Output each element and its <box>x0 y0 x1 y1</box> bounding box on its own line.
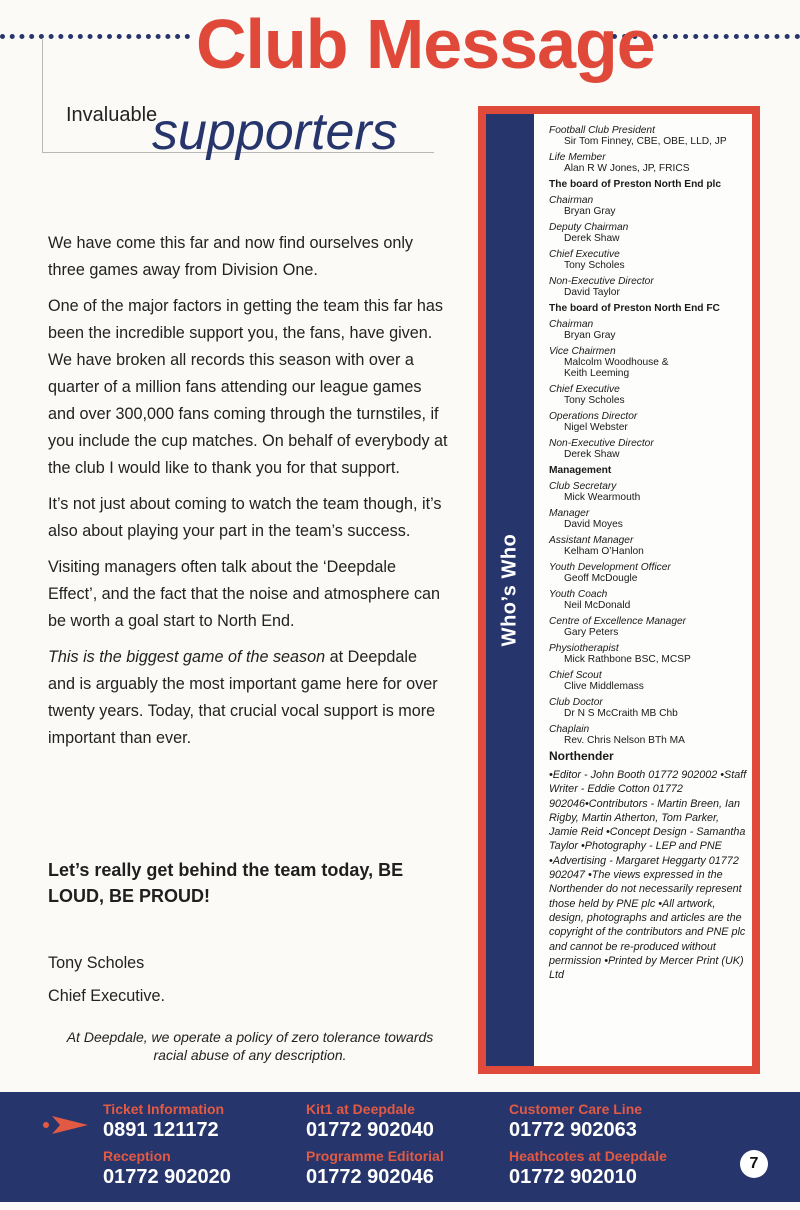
role-title: Centre of Excellence Manager <box>549 616 687 627</box>
contact-heathcotes <box>509 1148 667 1189</box>
list-item <box>549 438 749 460</box>
list-item <box>549 346 749 379</box>
northender-credits: •Editor - John Booth 01772 902002 •Staff Writer - Eddie Cotton 01772 902046•Contributors - Martin Breen, Ian Rigby, Martin Atherton, Tom Parker, Jamie Reid •Concept Design - Samantha Taylor •Photography - LEP and PNE •Advertising - Margaret Heggarty 01772 902047 •The views expressed in the Northender do not necessarily represent those held by PNE plc •All artwork, design, photographs and articles are the copyright of the contributors and PNE plc and cannot be re-produced without permission •Printed by Mercer Print (UK) Ltd <box>549 769 747 982</box>
person-name: Derek Shaw <box>564 233 620 244</box>
article-paragraph-rest: at Deepdale and is arguably the most important game here for over twenty years. Today, that crucial vocal support is more important than ever. <box>48 648 438 747</box>
person-name: Derek Shaw <box>564 449 620 460</box>
role-title: Chief Executive <box>549 384 620 395</box>
list-item <box>549 125 749 147</box>
contact-label: Customer Care Line <box>509 1101 643 1117</box>
policy-note: At Deepdale, we operate a policy of zero tolerance towards racial abuse of any description. <box>66 1029 434 1063</box>
person-name: Clive Middlemass <box>564 681 644 692</box>
role-title: Vice Chairmen <box>549 346 616 357</box>
person-name: Nigel Webster <box>564 422 628 433</box>
signature-name: Tony Scholes <box>48 954 145 972</box>
contact-number: 0891 121172 <box>103 1119 219 1141</box>
list-item <box>549 411 749 433</box>
contact-label: Heathcotes at Deepdale <box>509 1148 667 1164</box>
role-title: Chief Scout <box>549 670 602 681</box>
person-name: David Moyes <box>564 519 623 530</box>
list-item <box>549 670 749 692</box>
list-item <box>549 319 749 341</box>
signature <box>48 950 165 1010</box>
person-name: Rev. Chris Nelson BTh MA <box>564 735 685 746</box>
person-name: Dr N S McCraith MB Chb <box>564 708 678 719</box>
list-item <box>549 195 749 217</box>
plc-board-heading: The board of Preston North End plc <box>549 179 722 190</box>
role-title: Manager <box>549 508 590 519</box>
contact-programme-editorial <box>306 1148 444 1189</box>
contact-number: 01772 902063 <box>509 1119 637 1141</box>
list-item <box>549 724 749 746</box>
list-item <box>549 589 749 611</box>
list-item <box>549 562 749 584</box>
contact-reception <box>103 1148 231 1189</box>
role-title: Chairman <box>549 195 594 206</box>
management-heading: Management <box>549 465 612 476</box>
person-name: Keith Leeming <box>564 368 630 379</box>
role-title: Chief Executive <box>549 249 620 260</box>
signature-title: Chief Executive. <box>48 987 165 1005</box>
call-to-action: Let’s really get behind the team today, BE LOUD, BE PROUD! <box>48 860 404 906</box>
role-title: Club Doctor <box>549 697 603 708</box>
headline: supporters <box>152 103 398 161</box>
person-name: Tony Scholes <box>564 260 625 271</box>
contact-number: 01772 902020 <box>103 1166 231 1188</box>
person-name: Gary Peters <box>564 627 619 638</box>
headline-kicker: Invaluable <box>66 104 158 126</box>
list-item <box>549 643 749 665</box>
list-item <box>549 152 749 174</box>
role-title: Club Secretary <box>549 481 617 492</box>
person-name: Geoff McDougle <box>564 573 638 584</box>
page-title: Club Message <box>196 5 655 83</box>
role-title: Non-Executive Director <box>549 276 654 287</box>
role-title: Deputy Chairman <box>549 222 629 233</box>
role-title: Chairman <box>549 319 594 330</box>
list-item <box>549 222 749 244</box>
person-name: Alan R W Jones, JP, FRICS <box>564 163 690 174</box>
role-title: Youth Development Officer <box>549 562 671 573</box>
role-title: Physiotherapist <box>549 643 619 654</box>
contact-number: 01772 902046 <box>306 1166 434 1188</box>
contact-number: 01772 902040 <box>306 1119 434 1141</box>
article-paragraph: Visiting managers often talk about the ‘Deepdale Effect’, and the fact that the noise and atmosphere can be worth a goal start to North End. <box>48 558 441 630</box>
person-name: Bryan Gray <box>564 206 616 217</box>
list-item <box>549 384 749 406</box>
northender-heading: Northender <box>549 749 614 763</box>
person-name: Sir Tom Finney, CBE, OBE, LLD, JP <box>564 136 727 147</box>
article-paragraph <box>48 644 448 752</box>
arrow-pointer-icon <box>38 1112 98 1138</box>
role-title: Football Club President <box>549 125 655 136</box>
role-title: Chaplain <box>549 724 590 735</box>
person-name: Tony Scholes <box>564 395 625 406</box>
role-title: Non-Executive Director <box>549 438 654 449</box>
contact-customer-care <box>509 1101 642 1142</box>
page-number: 7 <box>740 1150 768 1178</box>
person-name: Malcolm Woodhouse & <box>564 357 669 368</box>
person-name: Mick Wearmouth <box>564 492 641 503</box>
contact-label: Ticket Information <box>103 1101 225 1117</box>
article-paragraph: It’s not just about coming to watch the team though, it’s also about playing your part in the team’s success. <box>48 495 442 540</box>
list-item <box>549 535 749 557</box>
contact-kit1 <box>306 1101 434 1142</box>
contact-label: Reception <box>103 1148 171 1164</box>
whos-who-list <box>549 125 749 982</box>
contact-ticket-information <box>103 1101 224 1142</box>
list-item <box>549 508 749 530</box>
article-body <box>48 230 448 761</box>
italic-lead: This is the biggest game of the season <box>48 648 326 666</box>
list-item <box>549 276 749 298</box>
role-title: Life Member <box>549 152 606 163</box>
person-name: Bryan Gray <box>564 330 616 341</box>
list-item <box>549 249 749 271</box>
role-title: Youth Coach <box>549 589 608 600</box>
whos-who-label: Who’s Who <box>498 533 521 647</box>
article-paragraph: We have come this far and now find ourselves only three games away from Division One. <box>48 234 414 279</box>
contact-label: Programme Editorial <box>306 1148 444 1164</box>
role-title: Operations Director <box>549 411 638 422</box>
list-item <box>549 697 749 719</box>
contact-label: Kit1 at Deepdale <box>306 1101 415 1117</box>
list-item <box>549 616 749 638</box>
role-title: Assistant Manager <box>549 535 634 546</box>
person-name: Mick Rathbone BSC, MCSP <box>564 654 691 665</box>
fc-board-heading: The board of Preston North End FC <box>549 303 720 314</box>
person-name: Neil McDonald <box>564 600 631 611</box>
article-paragraph: One of the major factors in getting the team this far has been the incredible support you, the fans, have given. We have broken all records this season with over a quarter of a million fans attending our league games and over 300,000 fans coming through the turnstiles, if you include the cup matches. On behalf of everybody at the club I would like to thank you for that support. <box>48 297 448 477</box>
contact-number: 01772 902010 <box>509 1166 637 1188</box>
person-name: David Taylor <box>564 287 620 298</box>
list-item <box>549 481 749 503</box>
title-frame-line <box>42 38 43 152</box>
person-name: Kelham O’Hanlon <box>564 546 644 557</box>
header-dots-left <box>0 34 190 39</box>
